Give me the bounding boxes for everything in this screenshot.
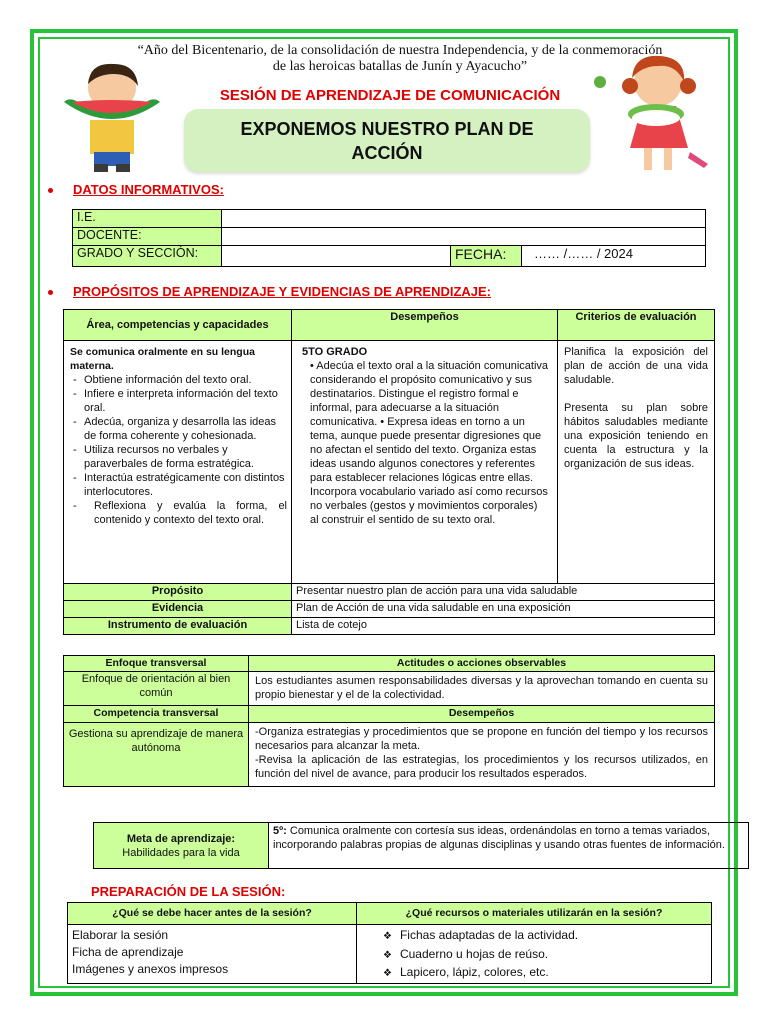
evidencia-value: Plan de Acción de una vida saludable en una exposición xyxy=(292,601,715,618)
meta-label-cell xyxy=(94,823,269,869)
evidencia-label: Evidencia xyxy=(64,601,292,618)
list-item: Imágenes y anexos impresos xyxy=(72,962,229,976)
instrumento-label: Instrumento de evaluación xyxy=(64,618,292,635)
enfoque-table xyxy=(63,655,715,787)
enfoque-name: Enfoque de orientación al bien común xyxy=(64,672,249,706)
motto xyxy=(80,43,720,75)
antes-cell xyxy=(68,925,357,984)
criterios-cell xyxy=(558,341,715,584)
competencia-transversal-text xyxy=(249,723,715,787)
meta-text-cell xyxy=(269,823,749,869)
preparacion-table xyxy=(67,902,712,984)
competencia-title: Se comunica oralmente en su lengua materna. xyxy=(70,346,255,372)
meta-grade: 5º: xyxy=(273,825,287,837)
recursos-cell xyxy=(357,925,712,984)
col-area: Área, competencias y capacidades xyxy=(64,310,292,341)
list-item: - Infiere e interpreta información del texto oral. xyxy=(84,387,287,415)
list-item: ❖ Cuaderno u hojas de reúso. xyxy=(383,946,549,961)
propositos-heading: PROPÓSITOS DE APRENDIZAJE Y EVIDENCIAS DE APRENDIZAJE: xyxy=(48,284,491,299)
boy-watermelon-illustration xyxy=(60,58,165,176)
bullet-icon xyxy=(48,290,53,295)
instrumento-value: Lista de cotejo xyxy=(292,618,715,635)
ie-value[interactable] xyxy=(222,210,706,228)
docente-value[interactable] xyxy=(222,228,706,246)
meta-text: Comunica oralmente con cortesía sus ideas, ordenándolas en torno a temas variados, incorporando palabras propias de algunas disciplinas y usando otras fuentes de información. xyxy=(273,825,725,851)
datos-heading: DATOS INFORMATIVOS: xyxy=(48,182,224,197)
desempeno-1: -Organiza estrategias y procedimientos que se propone en función del tiempo y los recursos necesarios para alcanzar la meta. xyxy=(255,726,708,752)
preparacion-heading: PREPARACIÓN DE LA SESIÓN: xyxy=(91,884,286,899)
list-item: ❖ Lapicero, lápiz, colores, etc. xyxy=(383,965,549,979)
datos-table xyxy=(72,209,706,267)
competencias-cell xyxy=(64,341,292,584)
grado-label: 5TO GRADO xyxy=(302,346,368,358)
diamond-bullet-icon: ❖ xyxy=(383,949,392,961)
col-antes: ¿Qué se debe hacer antes de la sesión? xyxy=(68,903,357,925)
propositos-table xyxy=(63,309,715,635)
meta-table xyxy=(93,822,749,869)
docente-label: DOCENTE: xyxy=(73,228,222,246)
list-item: - Obtiene información del texto oral. xyxy=(84,373,287,387)
fecha-value[interactable]: …… /…… / 2024 xyxy=(522,246,706,267)
meta-label: Meta de aprendizaje: xyxy=(126,832,236,845)
desempenos-cell xyxy=(292,341,558,584)
page-title-line-1: EXPONEMOS NUESTRO PLAN DE xyxy=(240,118,534,139)
col-enfoque: Enfoque transversal xyxy=(64,656,249,672)
fecha-label: FECHA: xyxy=(451,246,522,267)
page-title-line-2: ACCIÓN xyxy=(351,142,423,163)
col-recursos: ¿Qué recursos o materiales utilizarán en la sesión? xyxy=(357,903,712,925)
desempeno-2: -Revisa la aplicación de las estrategias, los procedimientos y los recursos utilizados, en función del nivel de avance, para producir los resultados esperados. xyxy=(255,754,708,780)
diamond-bullet-icon: ❖ xyxy=(383,968,392,979)
criterio-2: Presenta su plan sobre hábitos saludables mediante una exposición teniendo en cuenta la estructura y la organización de sus ideas. xyxy=(564,402,708,470)
bullet-icon xyxy=(48,188,53,193)
proposito-label: Propósito xyxy=(64,584,292,601)
motto-line-2: de las heroicas batallas de Junín y Ayacucho” xyxy=(272,59,528,74)
criterio-1: Planifica la exposición del plan de acción de una vida saludable. xyxy=(564,346,708,386)
list-item: - Interactúa estratégicamente con distintos interlocutores. xyxy=(84,471,287,499)
list-item: Ficha de aprendizaje xyxy=(72,945,184,959)
list-item: - Utiliza recursos no verbales y paraverbales de forma estratégica. xyxy=(84,443,287,471)
proposito-value: Presentar nuestro plan de acción para una vida saludable xyxy=(292,584,715,601)
competencia-transversal-name: Gestiona su aprendizaje de manera autónoma xyxy=(64,723,249,787)
page-title-box xyxy=(184,109,590,172)
grado-value[interactable] xyxy=(222,246,451,267)
meta-sublabel: Habilidades para la vida xyxy=(122,846,240,859)
enfoque-text: Los estudiantes asumen responsabilidades diversas y la aprovechan tomando en cuenta su propio bienestar y el de la colectividad. xyxy=(249,672,715,706)
ie-label: I.E. xyxy=(73,210,222,228)
desempenos-label: Desempeños xyxy=(249,706,715,723)
col-criterios: Criterios de evaluación xyxy=(558,310,715,341)
capacidades-list xyxy=(72,373,287,527)
desempeno-text: • Adecúa el texto oral a la situación comunicativa considerando el propósito comunicativo y sus destinatarios. Distingue el registro formal e informal, para adecuarse a la situación comunicativa. • Expresa ideas en torno a un tema, aunque puede presentar digresiones que no afectan el sentido del texto. Organiza estas ideas usando algunos conectores y referentes para establecer relaciones lógicas entre ellas. Incorpora vocabulario variado así como recursos no verbales (gestos y movimientos corporales) al construir el sentido de su texto oral. xyxy=(310,360,549,526)
col-actitudes: Actitudes o acciones observables xyxy=(249,656,715,672)
list-item: Elaborar la sesión xyxy=(72,928,169,942)
competencia-transversal-label: Competencia transversal xyxy=(64,706,249,723)
col-desempenos: Desempeños xyxy=(292,310,558,341)
motto-line-1: “Año del Bicentenario, de la consolidación de nuestra Independencia, y de la conmemoración xyxy=(137,43,663,58)
list-item: - Adecúa, organiza y desarrolla las ideas de forma coherente y cohesionada. xyxy=(84,415,287,443)
diamond-bullet-icon: ❖ xyxy=(383,931,392,942)
list-item: - Reflexiona y evalúa la forma, el contenido y contexto del texto oral. xyxy=(84,499,287,527)
grado-label: GRADO Y SECCIÓN: xyxy=(73,246,222,267)
session-subtitle: SESIÓN DE APRENDIZAJE DE COMUNICACIÓN xyxy=(219,87,561,104)
list-item: ❖ Fichas adaptadas de la actividad. xyxy=(383,928,579,942)
